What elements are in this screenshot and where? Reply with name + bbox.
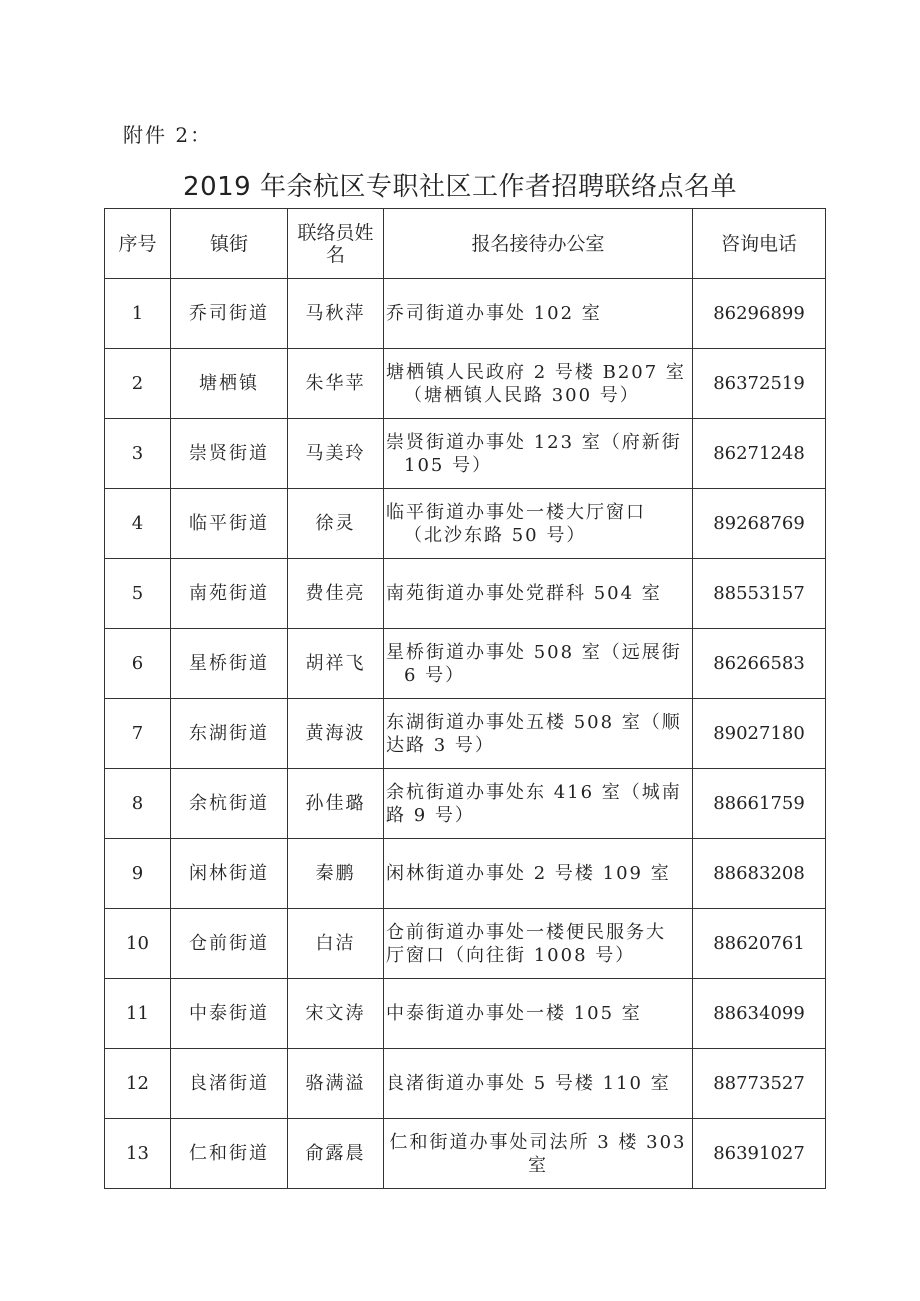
office-line: 东湖街道办事处五楼 508 室（顺 (386, 711, 682, 733)
header-office: 报名接待办公室 (384, 209, 693, 279)
row-contact: 徐灵 (288, 489, 384, 559)
row-index: 9 (105, 839, 171, 909)
row-contact: 秦鹏 (288, 839, 384, 909)
row-office (384, 1049, 693, 1119)
row-town: 临平街道 (171, 489, 288, 559)
table-row (105, 559, 826, 629)
row-office (384, 909, 693, 979)
row-office (384, 979, 693, 1049)
row-index: 10 (105, 909, 171, 979)
row-phone: 89027180 (693, 699, 826, 769)
row-office (384, 279, 693, 349)
row-town: 塘栖镇 (171, 349, 288, 419)
office-line: 中泰街道办事处一楼 105 室 (386, 1003, 642, 1024)
office-line: 厅窗口（向往街 1008 号） (386, 944, 636, 966)
office-line: 南苑街道办事处党群科 504 室 (386, 583, 662, 604)
office-line: （北沙东路 50 号） (404, 524, 587, 546)
document-title: 2019 年余杭区专职社区工作者招聘联络点名单 (183, 172, 737, 202)
attachment-label: 附件 2： (123, 123, 213, 147)
row-index: 5 (105, 559, 171, 629)
row-index: 7 (105, 699, 171, 769)
row-town: 仁和街道 (171, 1119, 288, 1189)
row-contact: 骆满溢 (288, 1049, 384, 1119)
table-body (105, 279, 826, 1189)
table-row (105, 419, 826, 489)
row-office (384, 839, 693, 909)
header-index: 序号 (105, 209, 171, 279)
row-town: 中泰街道 (171, 979, 288, 1049)
office-line: 临平街道办事处一楼大厅窗口 (386, 501, 646, 523)
row-contact: 费佳亮 (288, 559, 384, 629)
row-index: 6 (105, 629, 171, 699)
table-row (105, 1049, 826, 1119)
office-line: 室 (528, 1154, 548, 1176)
office-line: 闲林街道办事处 2 号楼 109 室 (386, 863, 671, 884)
office-line: 良渚街道办事处 5 号楼 110 室 (386, 1073, 671, 1094)
row-phone: 88620761 (693, 909, 826, 979)
office-line: 6 号） (404, 664, 466, 686)
row-phone: 86271248 (693, 419, 826, 489)
row-contact: 朱华苹 (288, 349, 384, 419)
office-line: 乔司街道办事处 102 室 (386, 303, 602, 324)
row-contact: 俞露晨 (288, 1119, 384, 1189)
office-line: 星桥街道办事处 508 室（远展街 (386, 641, 682, 663)
row-town: 闲林街道 (171, 839, 288, 909)
row-index: 8 (105, 769, 171, 839)
header-phone: 咨询电话 (693, 209, 826, 279)
office-line: 仓前街道办事处一楼便民服务大 (386, 921, 666, 943)
row-town: 星桥街道 (171, 629, 288, 699)
row-index: 3 (105, 419, 171, 489)
row-phone: 86266583 (693, 629, 826, 699)
table-row (105, 839, 826, 909)
table-header-row (105, 209, 826, 279)
row-office (384, 1119, 693, 1189)
row-index: 2 (105, 349, 171, 419)
table-row (105, 979, 826, 1049)
office-line: 路 9 号） (386, 804, 475, 826)
row-office (384, 349, 693, 419)
row-contact: 马秋萍 (288, 279, 384, 349)
row-phone: 88773527 (693, 1049, 826, 1119)
office-line: 塘栖镇人民政府 2 号楼 B207 室 (386, 361, 686, 383)
row-office (384, 769, 693, 839)
row-contact: 黄海波 (288, 699, 384, 769)
office-line: 仁和街道办事处司法所 3 楼 303 (389, 1131, 687, 1153)
table-row (105, 489, 826, 559)
row-town: 仓前街道 (171, 909, 288, 979)
table-row (105, 699, 826, 769)
row-office (384, 699, 693, 769)
table-row (105, 279, 826, 349)
office-line: （塘栖镇人民路 300 号） (404, 384, 640, 406)
row-phone: 89268769 (693, 489, 826, 559)
office-line: 105 号） (404, 454, 493, 476)
contact-table (104, 208, 826, 1189)
row-office (384, 559, 693, 629)
row-contact: 白洁 (288, 909, 384, 979)
row-contact: 孙佳璐 (288, 769, 384, 839)
row-contact: 胡祥飞 (288, 629, 384, 699)
row-index: 11 (105, 979, 171, 1049)
row-office (384, 629, 693, 699)
row-phone: 86391027 (693, 1119, 826, 1189)
row-town: 南苑街道 (171, 559, 288, 629)
row-phone: 88683208 (693, 839, 826, 909)
header-contact: 联络员姓名 (288, 209, 384, 279)
row-contact: 马美玲 (288, 419, 384, 489)
row-town: 良渚街道 (171, 1049, 288, 1119)
office-line: 达路 3 号） (386, 734, 495, 756)
row-town: 东湖街道 (171, 699, 288, 769)
row-index: 1 (105, 279, 171, 349)
row-town: 乔司街道 (171, 279, 288, 349)
table-row (105, 1119, 826, 1189)
office-line: 崇贤街道办事处 123 室（府新街 (386, 431, 682, 453)
row-contact: 宋文涛 (288, 979, 384, 1049)
row-index: 12 (105, 1049, 171, 1119)
row-phone: 86372519 (693, 349, 826, 419)
table-row (105, 629, 826, 699)
row-phone: 88553157 (693, 559, 826, 629)
row-town: 余杭街道 (171, 769, 288, 839)
row-index: 4 (105, 489, 171, 559)
row-phone: 88661759 (693, 769, 826, 839)
office-line: 余杭街道办事处东 416 室（城南 (386, 781, 682, 803)
row-phone: 88634099 (693, 979, 826, 1049)
row-office (384, 489, 693, 559)
row-office (384, 419, 693, 489)
row-phone: 86296899 (693, 279, 826, 349)
table-row (105, 769, 826, 839)
header-town: 镇街 (171, 209, 288, 279)
table-row (105, 349, 826, 419)
row-town: 崇贤街道 (171, 419, 288, 489)
table-row (105, 909, 826, 979)
row-index: 13 (105, 1119, 171, 1189)
